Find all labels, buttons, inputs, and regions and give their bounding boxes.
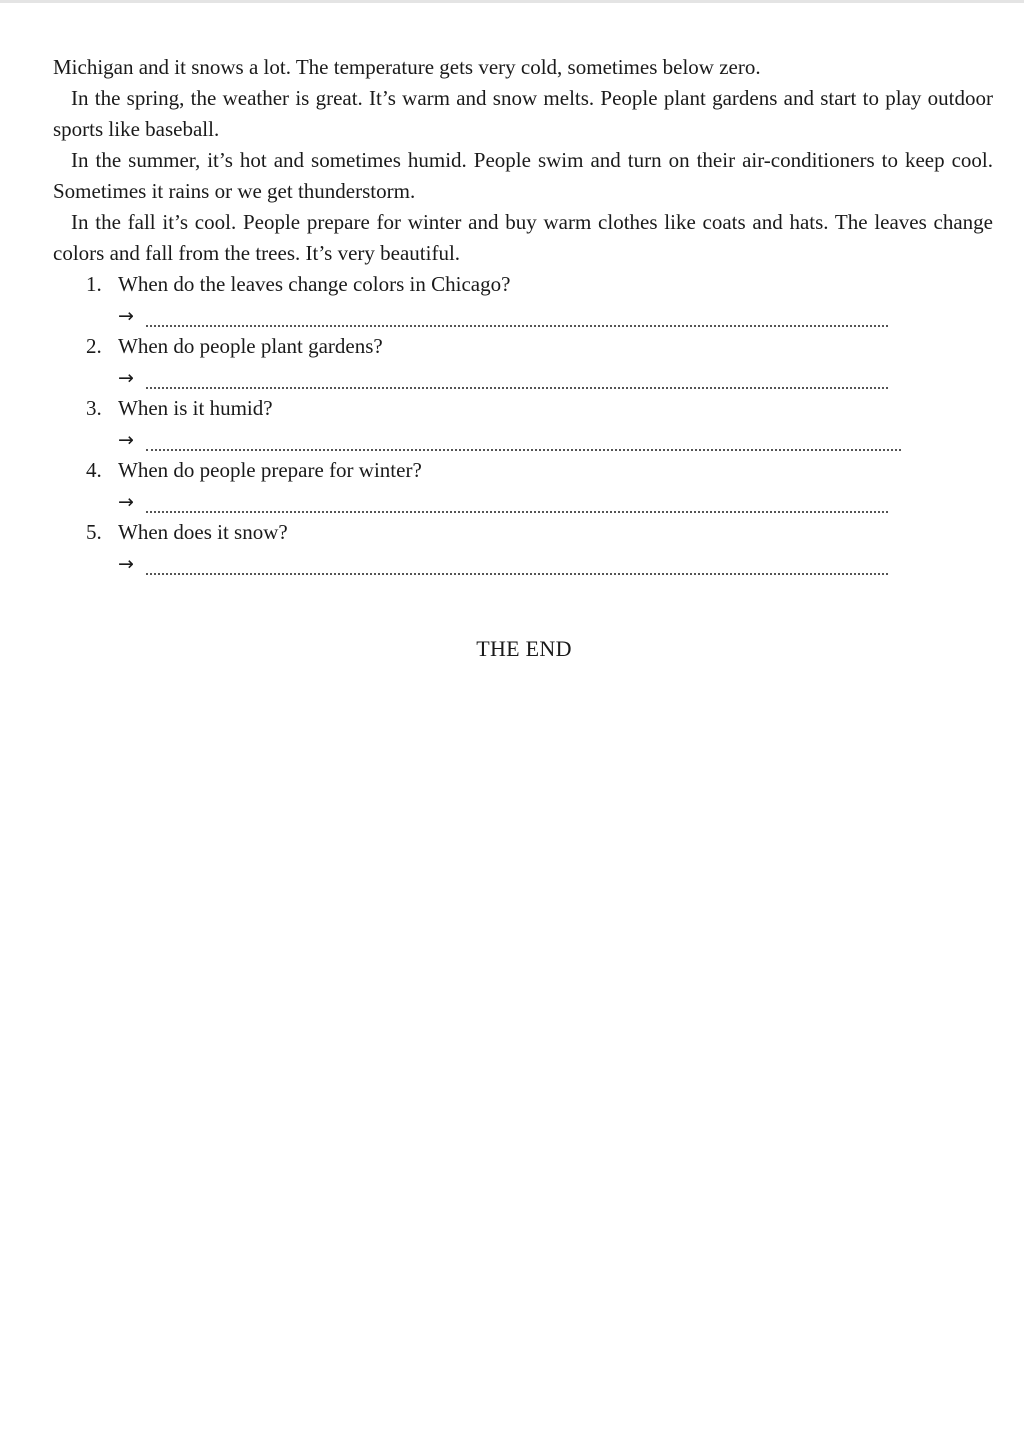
arrow-right-icon: → <box>118 429 134 451</box>
answer-line[interactable] <box>118 362 993 393</box>
reading-paragraph-2: In the spring, the weather is great. It’s warm and snow melts. People plant gardens and start to play outdoor sports like baseball. <box>53 86 993 141</box>
arrow-right-icon: → <box>118 305 134 327</box>
reading-paragraph-3: In the summer, it’s hot and sometimes humid. People swim and turn on their air-conditioners to keep cool. Sometimes it rains or we get thunderstorm. <box>53 148 993 203</box>
question-item-1 <box>53 269 993 331</box>
question-item-4 <box>53 455 993 517</box>
arrow-right-icon: → <box>118 553 134 575</box>
question-number: 1. <box>86 272 102 296</box>
page-top-border <box>0 0 1024 3</box>
the-end-text: THE END <box>476 636 572 661</box>
reading-paragraph-1: Michigan and it snows a lot. The temperature gets very cold, sometimes below zero. <box>53 55 761 79</box>
question-number: 4. <box>86 458 102 482</box>
question-number: 5. <box>86 520 102 544</box>
answer-line[interactable] <box>118 424 993 455</box>
question-number: 2. <box>86 334 102 358</box>
answer-dotted-line[interactable] <box>146 325 888 327</box>
answer-dotted-line[interactable] <box>146 449 901 451</box>
question-text: When does it snow? <box>118 520 288 544</box>
question-number: 3. <box>86 396 102 420</box>
arrow-right-icon: → <box>118 491 134 513</box>
question-text: When is it humid? <box>118 396 273 420</box>
answer-dotted-line[interactable] <box>146 511 888 513</box>
question-item-2 <box>53 331 993 393</box>
worksheet-content <box>53 52 993 579</box>
question-item-3 <box>53 393 993 455</box>
answer-line[interactable] <box>118 548 993 579</box>
answer-line[interactable] <box>118 300 993 331</box>
question-text: When do people prepare for winter? <box>118 458 422 482</box>
arrow-right-icon: → <box>118 367 134 389</box>
answer-dotted-line[interactable] <box>146 387 888 389</box>
answer-line[interactable] <box>118 486 993 517</box>
question-item-5 <box>53 517 993 579</box>
answer-dotted-line[interactable] <box>146 573 888 575</box>
reading-paragraph-4: In the fall it’s cool. People prepare for winter and buy warm clothes like coats and hats. The leaves change colors and fall from the trees. It’s very beautiful. <box>53 210 993 265</box>
question-text: When do the leaves change colors in Chicago? <box>118 272 511 296</box>
question-list <box>53 269 993 579</box>
question-text: When do people plant gardens? <box>118 334 383 358</box>
